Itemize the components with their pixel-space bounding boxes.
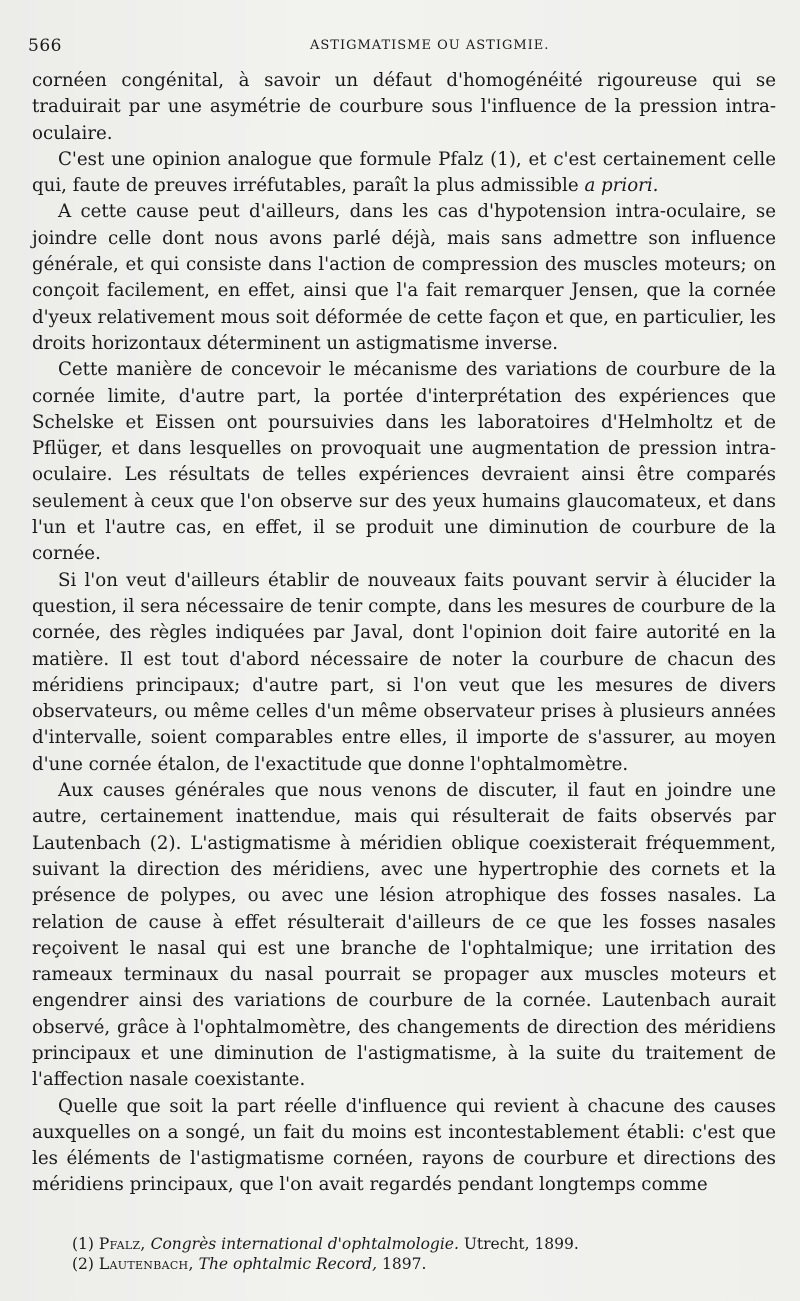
body-text (32, 68, 776, 1199)
footnote-title: Congrès international d'ophtalmologie. (150, 1235, 459, 1253)
footnote (72, 1254, 752, 1274)
footnote (72, 1234, 752, 1254)
paragraph-text: C'est une opinion analogue que formule Pfalz (1), et c'est certainement celle qui, faute de preuves irréfutables, paraît la plus admissible (32, 148, 776, 197)
italic-phrase: a priori. (584, 175, 659, 197)
page-header (28, 36, 778, 60)
paragraph: Si l'on veut d'ailleurs établir de nouveaux faits pouvant servir à élucider la question, il sera nécessaire de tenir compte, dans les mesures de courbure de la cornée, des règles indiquées par Javal, dont l'opinion doit faire autorité en la matière. Il est tout d'abord nécessaire de noter la courbure de chacun des méridiens principaux; d'autre part, si l'on veut que les mesures de divers observateurs, ou même celles d'un même observateur prises à plusieurs années d'intervalle, soient comparables entre elles, il importe de s'assurer, au moyen d'une cornée étalon, de l'exactitude que donne l'ophtalmomètre. (32, 569, 776, 775)
paragraph: Aux causes générales que nous venons de discuter, il faut en joindre une autre, certainement inattendue, mais qui résulterait de faits observés par Lautenbach (2). L'astigmatisme à méridien oblique coexisterait fréquemment, suivant la direction des méridiens, avec une hypertrophie des cornets et la présence de polypes, ou avec une lésion atrophique des fosses nasales. La relation de cause à effet résulterait d'ailleurs de ce que les fosses nasales reçoivent le nasal qui est une branche de l'ophtalmique; une irritation des rameaux terminaux du nasal pourrait se propager aux muscles moteurs et engendrer ainsi des variations de courbure de la cornée. Lautenbach aurait observé, grâce à l'ophtalmomètre, des changements de direction des méridiens principaux et une diminution de l'astigmatisme, à la suite du traitement de l'affection nasale coexistante. (32, 780, 776, 1091)
footnote-author: Lautenbach, (98, 1255, 194, 1273)
footnote-rest: Utrecht, 1899. (463, 1235, 579, 1253)
page-number: 566 (28, 36, 62, 56)
paragraph: Cette manière de concevoir le mécanisme des variations de courbure de la cornée limite, d'autre part, la portée d'interprétation des expériences que Schelske et Eissen ont poursuivies dans les laboratoires d'Helmholtz et de Pflüger, et dans lesquelles on provoquait une augmentation de pression intra-oculaire. Les résultats de telles expériences devraient ainsi être comparés seulement à ceux que l'on observe sur des yeux humains glaucomateux, et dans l'un et l'autre cas, en effet, il se produit une diminution de courbure de la cornée. (32, 359, 776, 565)
footnote-rest: 1897. (382, 1255, 427, 1273)
footnote-mark: (1) (72, 1235, 94, 1253)
running-head: ASTIGMATISME OU ASTIGMIE. (310, 38, 550, 53)
footnote-author: Pfalz, (98, 1235, 146, 1253)
footnote-mark: (2) (72, 1255, 94, 1273)
footnote-title: The ophtalmic Record, (198, 1255, 378, 1273)
paragraph (32, 147, 776, 200)
paragraph: Quelle que soit la part réelle d'influence qui revient à chacune des causes auxquelles on a songé, un fait du moins est incontestablement établi: c'est que les éléments de l'astigmatisme cornéen, rayons de courbure et directions des méridiens principaux, que l'on avait regardés pendant longtemps comme (32, 1095, 776, 1196)
paragraph: A cette cause peut d'ailleurs, dans les cas d'hypotension intra-oculaire, se joindre celle dont nous avons parlé déjà, mais sans admettre son influence générale, et qui consiste dans l'action de compression des muscles moteurs; on conçoit facilement, en effet, ainsi que l'a fait remarquer Jensen, que la cornée d'yeux relativement mous soit déformée de cette façon et que, en particulier, les droits horizontaux déterminent un astigmatisme inverse. (32, 201, 776, 354)
footnotes (72, 1234, 752, 1274)
paragraph: cornéen congénital, à savoir un défaut d'homogénéité rigoureuse qui se traduirait par une asymétrie de courbure sous l'influence de la pression intra-oculaire. (32, 70, 776, 144)
